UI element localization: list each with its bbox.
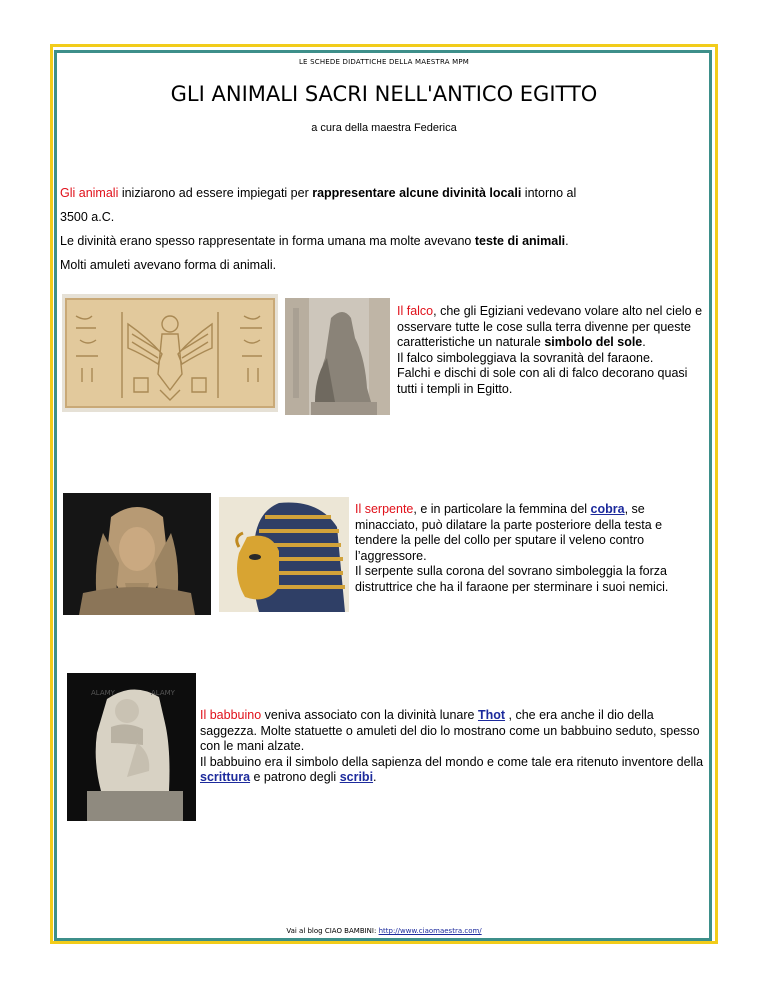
cobra-link[interactable]: cobra (590, 502, 625, 516)
baboon-text (200, 708, 706, 786)
baboon-line-2c: . (373, 770, 377, 784)
baboon-name: Il babbuino (200, 708, 262, 722)
intro-lead: Gli animali (60, 186, 119, 200)
baboon-line-2b: e patrono degli (250, 770, 340, 784)
page-title: GLI ANIMALI SACRI NELL'ANTICO EGITTO (170, 82, 598, 106)
falcon-line-3: Falchi e dischi di sole con ali di falco decorano quasi tutti i templi in Egitto. (397, 366, 688, 396)
serpent-text-2: , se minacciato, può dilatare la parte posteriore della testa e tendere la pelle del collo per sputare il veleno contro l’aggressore. (355, 502, 663, 563)
intro-p2-text: Le divinità erano spesso rappresentate in forma umana ma molte avevano (60, 234, 475, 248)
falcon-line-2: Il falco simboleggiava la sovranità del faraone. (397, 350, 654, 365)
baboon-text-2: , che era anche il dio della saggezza. Molte statuette o amuleti del dio lo mostrano come un babbuino seduto, spesso con le mani alzate. (200, 708, 700, 753)
header-note: LE SCHEDE DIDATTICHE DELLA MAESTRA MPM (298, 58, 470, 66)
svg-text:ALAMY: ALAMY (151, 689, 175, 697)
baboon-paragraph (200, 708, 706, 755)
falcon-bold: simbolo del sole (544, 335, 643, 349)
footer-text: Vai al blog CIAO BAMBINI: (286, 927, 379, 935)
falcon-statue-image (285, 298, 390, 415)
falcon-text-2: . (642, 335, 646, 349)
serpent-name: Il serpente (355, 502, 414, 516)
falcon-name: Il falco (397, 304, 434, 318)
falcon-paragraph (397, 304, 707, 351)
falcon-text (397, 304, 707, 397)
page-subtitle: a cura della maestra Federica (311, 122, 457, 134)
intro-bold: rappresentare alcune divinità locali (312, 186, 522, 200)
intro-paragraph-2 (60, 233, 700, 249)
baboon-line-2a: Il babbuino era il simbolo della sapienza del mondo e come tale era ritenuto inventore della (200, 754, 704, 769)
intro-text (60, 185, 700, 273)
intro-paragraph-3: Molti amuleti avevano forma di animali. (60, 258, 277, 272)
scrittura-link[interactable]: scrittura (200, 770, 251, 784)
intro-p2-end: . (565, 234, 569, 248)
intro-tail: intorno al (521, 186, 577, 200)
serpent-line-2: Il serpente sulla corona del sovrano simboleggia la forza distruttrice che ha il faraone per sterminare i suoi nemici. (355, 564, 669, 594)
serpent-text-1: , e in particolare la femmina del (413, 502, 591, 516)
serpent-text (355, 502, 707, 595)
intro-paragraph-1b: 3500 a.C. (60, 210, 115, 224)
falcon-text-1: , che gli Egiziani vedevano volare alto nel cielo e osservare tutte le cose sulla terra divenne per queste caratteristiche un naturale (397, 304, 703, 349)
scribi-link[interactable]: scribi (339, 770, 374, 784)
intro-paragraph-1 (60, 185, 700, 201)
intro-p2-bold: teste di animali (474, 234, 566, 248)
baboon-text-1: veniva associato con la divinità lunare (261, 708, 478, 722)
intro-mid: iniziarono ad essere impiegati per (118, 186, 313, 200)
tutankhamun-mask-image (219, 497, 349, 612)
baboon-line-2 (200, 755, 706, 786)
svg-text:ALAMY: ALAMY (91, 689, 115, 697)
footer (0, 927, 768, 935)
falcon-relief-image (62, 294, 278, 412)
thot-link[interactable]: Thot (477, 708, 506, 722)
pharaoh-statue-image (63, 493, 211, 615)
baboon-statue-image (67, 673, 196, 821)
footer-blog-link[interactable]: http://www.ciaomaestra.com/ (378, 927, 482, 935)
serpent-paragraph (355, 502, 707, 564)
